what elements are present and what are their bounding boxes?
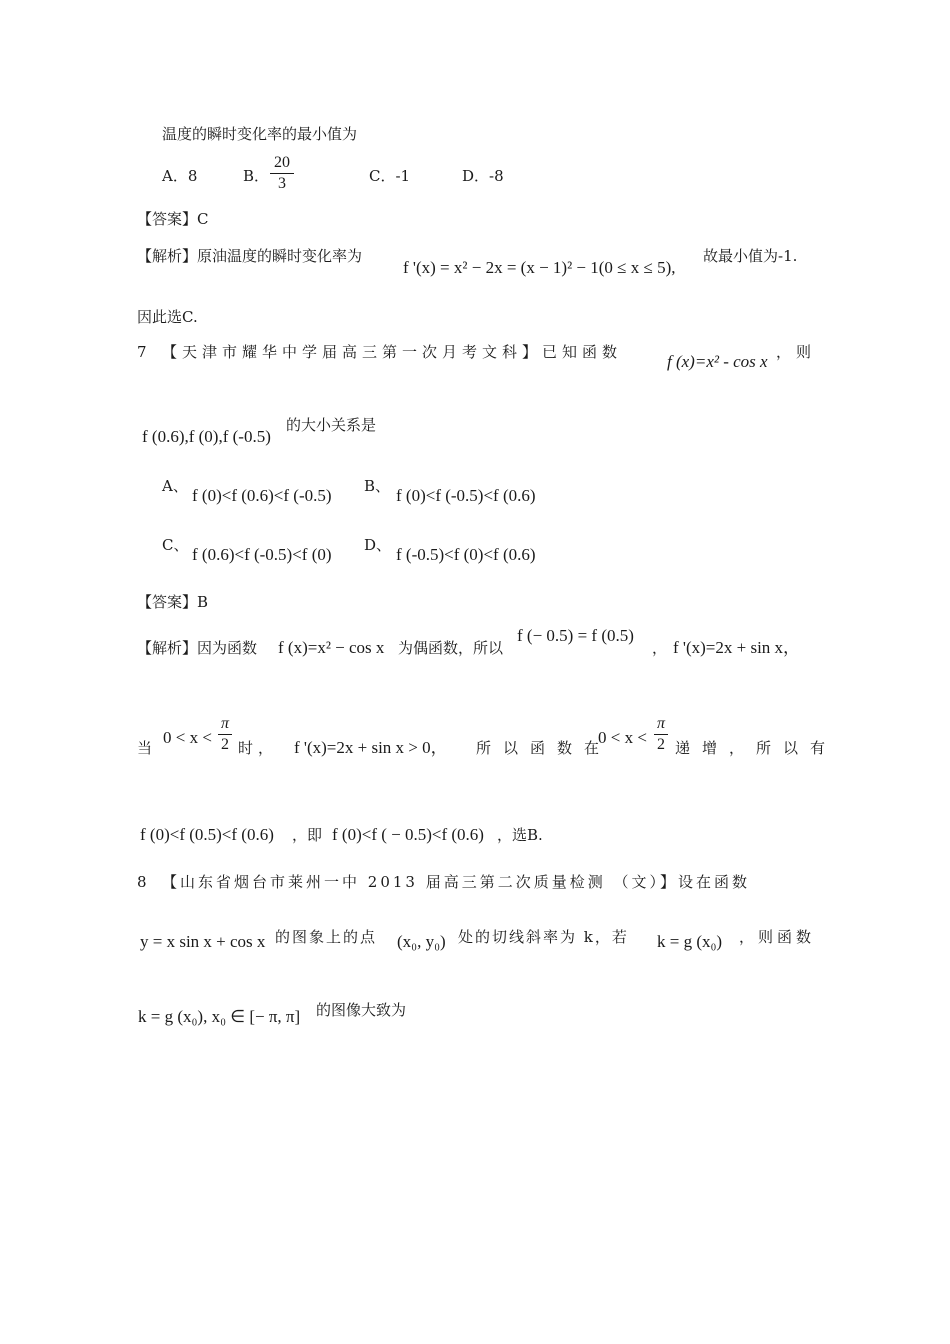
- q7-analysis-equality: f (− 0.5) = f (0.5): [517, 626, 634, 645]
- q6-stem-tail: 温度的瞬时变化率的最小值为: [162, 125, 358, 143]
- q6-option-b-label: B．: [243, 167, 270, 185]
- q7-option-b-label: B、: [364, 477, 391, 495]
- q7-analysis-comma: ，: [652, 639, 668, 657]
- q7-analysis-function: f (x)=x² − cos x: [278, 638, 385, 657]
- q7-option-c-label: C、: [162, 536, 189, 554]
- q7-namely: ，即: [292, 826, 323, 844]
- q7-analysis-label: 【解析】因为函数: [137, 639, 258, 657]
- q7-values-tail: 的大小关系是: [286, 416, 377, 434]
- q8-point: (x₀, y₀): [397, 932, 446, 951]
- q7-shi: 时，: [238, 739, 279, 757]
- q8-function: y = x sin x + cos x: [140, 932, 266, 951]
- q6-option-d: D．-8: [462, 167, 504, 185]
- q7-inequality-2: 0 < x <: [598, 728, 647, 747]
- q6-analysis-tail: 故最小值为-1.: [703, 247, 798, 265]
- pi-symbol: π: [656, 715, 665, 732]
- q7-pi-over-2: [218, 715, 232, 754]
- q6-option-a: A．8: [162, 167, 198, 185]
- q6-analysis-label: 【解析】原油温度的瞬时变化率为: [137, 247, 363, 265]
- q7-option-c: f (0.6)<f (-0.5)<f (0): [192, 545, 332, 564]
- q8-source: 【山东省烟台市莱州一中 2013 届高三第二次质量检测 （文）】设在函数: [162, 873, 750, 891]
- q7-function: f (x)=x² - cos x: [667, 352, 768, 371]
- q7-option-b: f (0)<f (-0.5)<f (0.6): [396, 486, 536, 505]
- fraction-bar: [270, 173, 294, 174]
- q7-chain-2: f (0)<f ( − 0.5)<f (0.6): [332, 825, 484, 844]
- q7-mid-text: 所以函数在: [476, 739, 612, 757]
- q7-chain: f (0)<f (0.5)<f (0.6): [140, 825, 274, 844]
- q8-point-text: 的图象上的点: [275, 928, 378, 946]
- fraction-bar: [218, 734, 232, 735]
- q7-option-a: f (0)<f (0.6)<f (-0.5): [192, 486, 332, 505]
- q7-option-d-label: D、: [364, 536, 392, 554]
- q7-select: ，选B.: [497, 826, 543, 844]
- q7-values: f (0.6),f (0),f (-0.5): [142, 427, 271, 446]
- q6-answer: 【答案】C: [137, 210, 209, 228]
- denominator-two: 2: [657, 736, 665, 753]
- q7-number: 7: [137, 343, 147, 361]
- q7-source: 【天津市耀华中学届高三第一次月考文科】已知函数: [162, 343, 623, 361]
- q7-inequality: 0 < x <: [163, 728, 212, 747]
- q6-option-b-denominator: 3: [278, 175, 286, 192]
- q7-then: ，则: [776, 343, 817, 361]
- q8-then: ，则函数: [739, 928, 816, 946]
- q8-k-equals-g: k = g (x₀): [657, 932, 723, 951]
- q8-slope-text: 处的切线斜率为 k，若: [458, 928, 629, 946]
- q7-answer: 【答案】B: [137, 593, 209, 611]
- q8-domain: k = g (x₀), x₀ ∈ [− π, π]: [138, 1007, 301, 1026]
- q7-increasing-tail: 递增，所以有: [675, 739, 838, 757]
- q7-option-a-label: A、: [162, 477, 188, 495]
- q6-conclusion: 因此选C.: [137, 308, 198, 326]
- q7-analysis-even: 为偶函数，所以: [398, 639, 504, 657]
- denominator-two: 2: [221, 736, 229, 753]
- pi-symbol: π: [220, 715, 229, 732]
- q6-option-b-fraction: [270, 154, 294, 193]
- q8-tail: 的图像大致为: [316, 1001, 407, 1019]
- q6-option-b-numerator: 20: [274, 154, 290, 171]
- fraction-bar: [654, 734, 668, 735]
- q6-analysis-formula: f '(x) = x² − 2x = (x − 1)² − 1(0 ≤ x ≤ 5),: [403, 258, 676, 277]
- q7-option-d: f (-0.5)<f (0)<f (0.6): [396, 545, 536, 564]
- q7-pi-over-2-second: [654, 715, 668, 754]
- q8-number: 8: [137, 873, 147, 891]
- q7-when: 当: [137, 739, 153, 757]
- q7-derivative-positive: f '(x)=2x + sin x > 0，: [294, 738, 448, 757]
- q7-analysis-derivative: f '(x)=2x + sin x，: [673, 638, 801, 657]
- q6-option-c: C．-1: [369, 167, 411, 185]
